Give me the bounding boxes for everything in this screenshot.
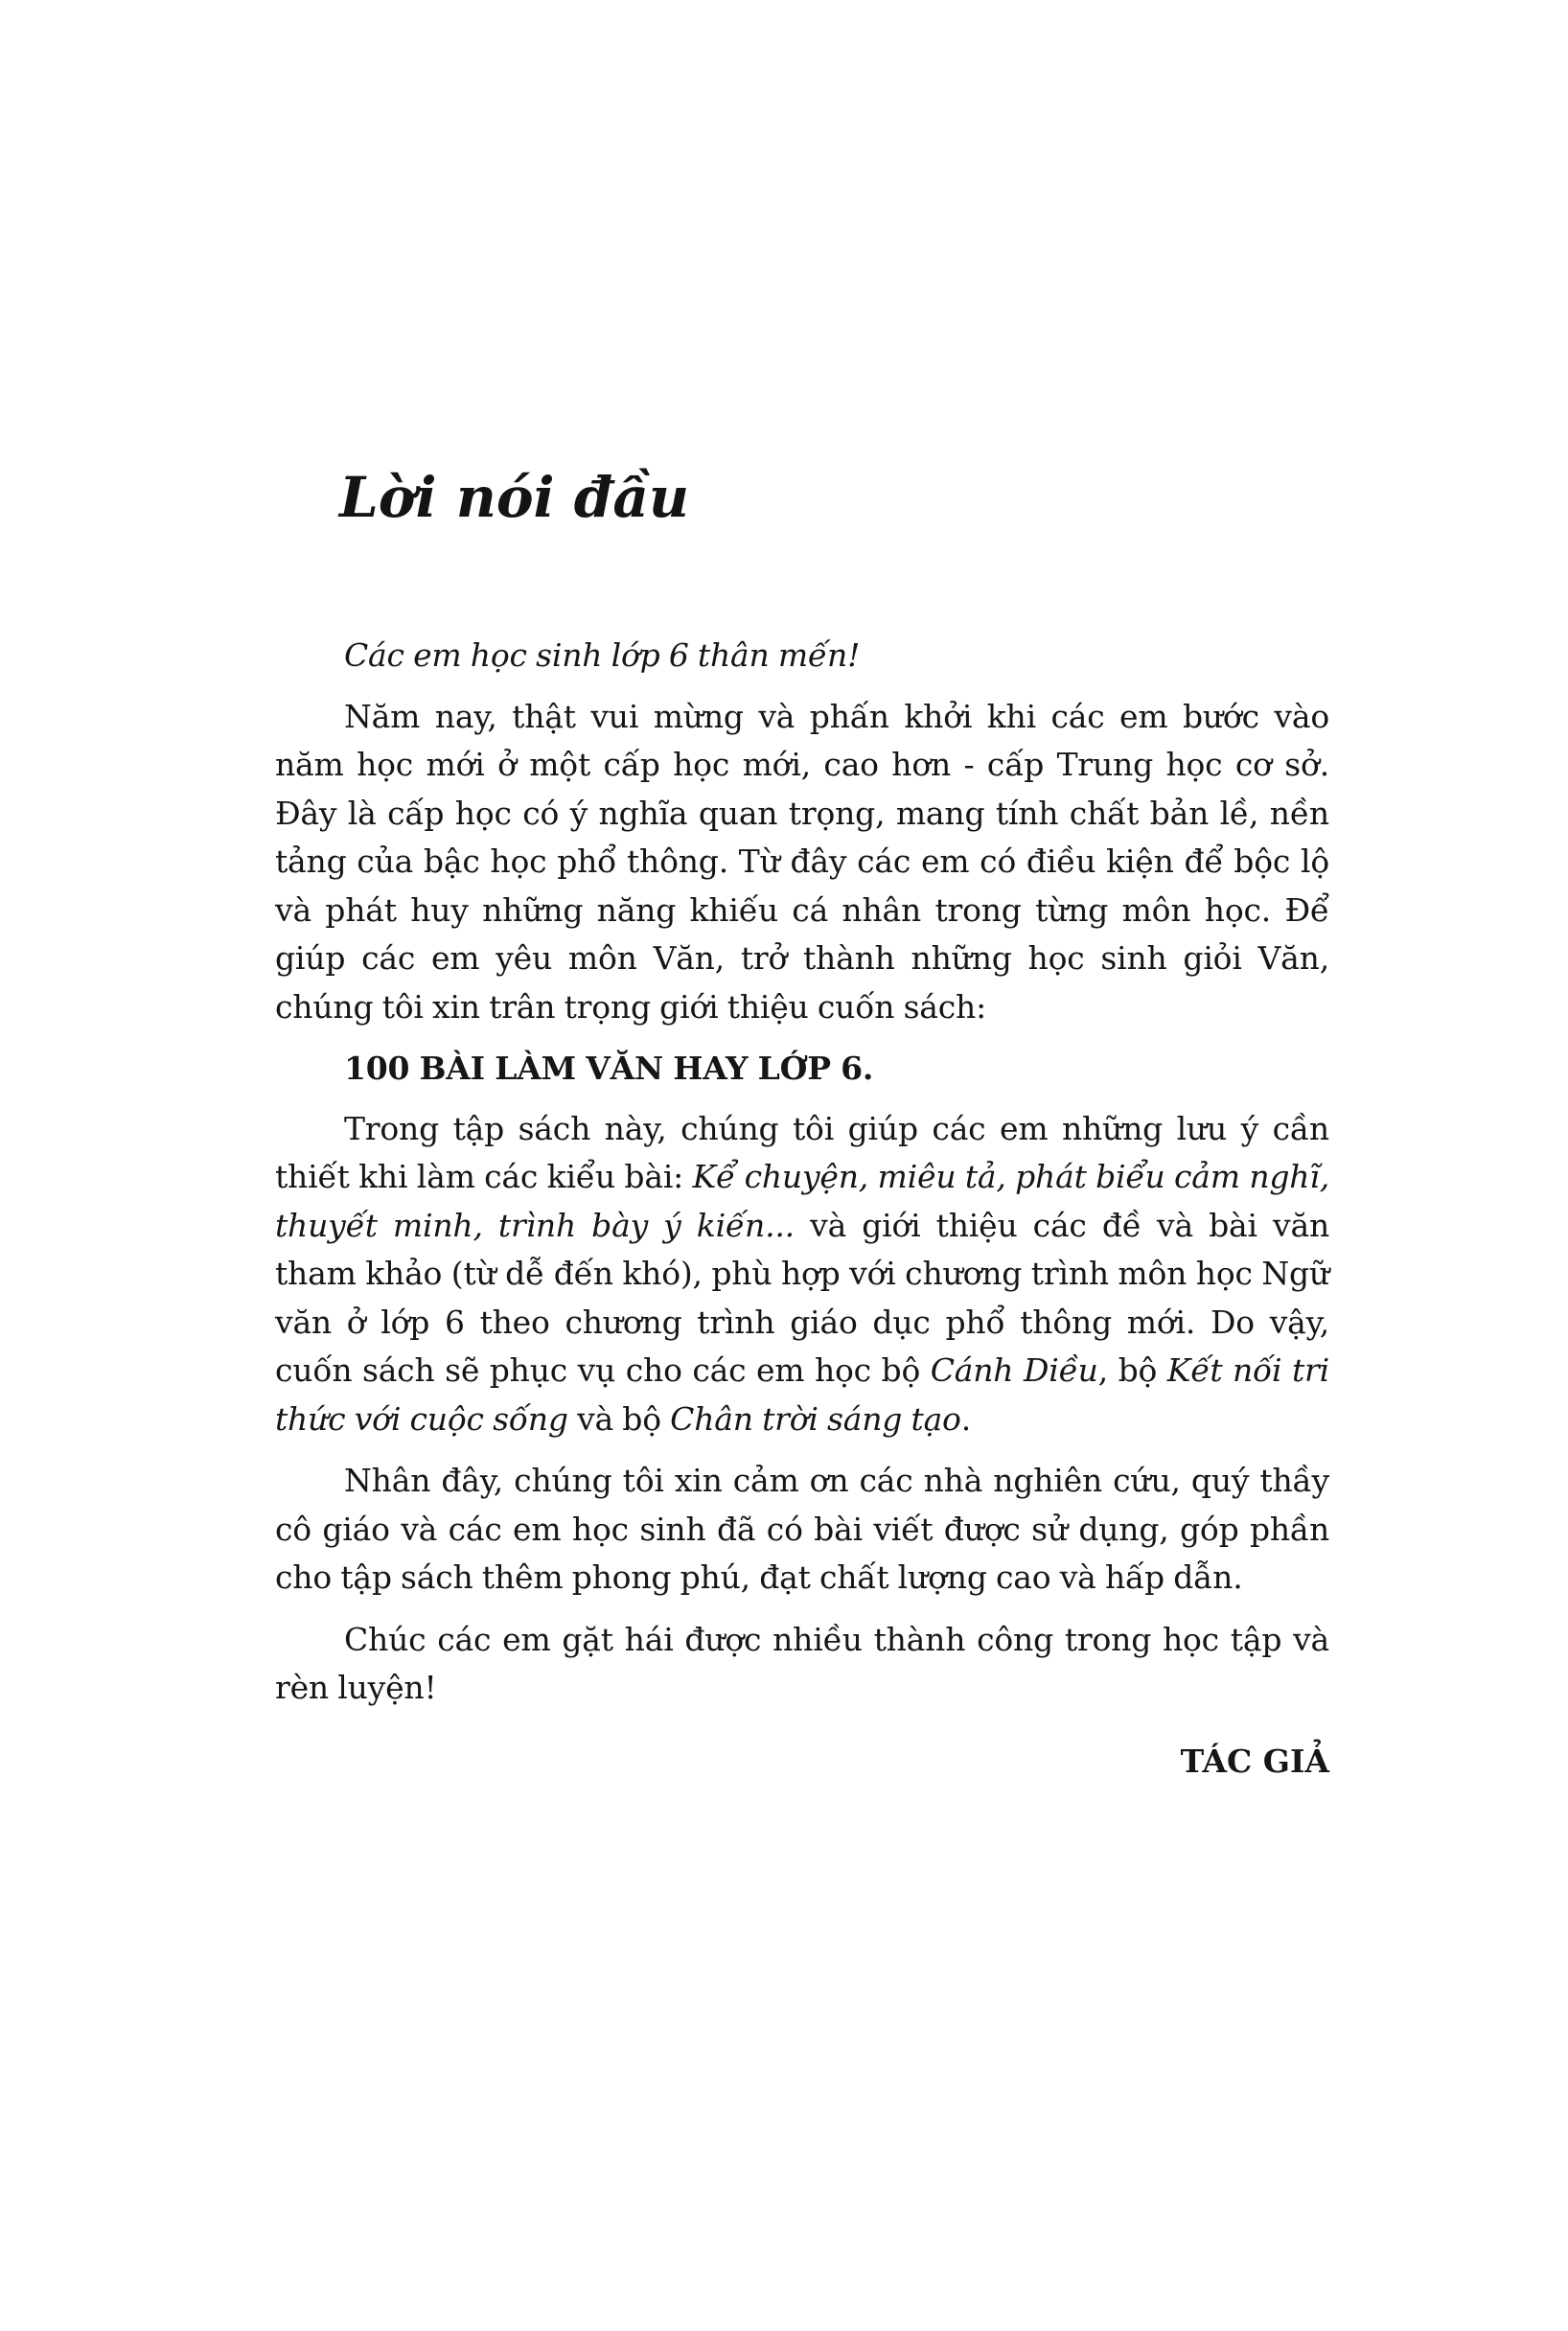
textbook-series-chan-troi: Chân trời sáng tạo	[670, 1399, 961, 1438]
author-signature: TÁC GIẢ	[1180, 1742, 1329, 1780]
thanks-paragraph: Nhân đây, chúng tôi xin cảm ơn các nhà nghiên cứu, quý thầy cô giáo và các em học sinh đã có bài viết được sử dụng, góp phần cho tập sách thêm phong phú, đạt chất lượng cao và hấp dẫn.	[275, 1462, 1329, 1596]
textbook-series-canh-dieu: Cánh Diều	[930, 1351, 1098, 1389]
content-text-4: và bộ	[567, 1399, 671, 1438]
content-text-2: và giới thiệu các đề và bài văn tham khảo (từ dễ đến khó), phù hợp với chương trình môn học Ngữ văn ở lớp 6 theo chương trình giáo dục phổ thông mới. Do vậy, cuốn sách sẽ phục vụ cho các em học bộ	[275, 1206, 1329, 1389]
page-title: Lời nói đầu	[339, 465, 690, 530]
textbook-series-ket-noi: Kết nối tri thức với cuộc sống	[275, 1351, 1329, 1438]
content-text-5: .	[960, 1399, 972, 1438]
preface-body	[275, 632, 1329, 1786]
wishes-paragraph: Chúc các em gặt hái được nhiều thành công trong học tập và rèn luyện!	[275, 1620, 1329, 1706]
greeting: Các em học sinh lớp 6 thân mến!	[344, 636, 861, 674]
essay-genres: Kể chuyện, miêu tả, phát biểu cảm nghĩ, thuyết minh, trình bày ý kiến...	[275, 1158, 1329, 1244]
intro-paragraph: Năm nay, thật vui mừng và phấn khởi khi các em bước vào năm học mới ở một cấp học mới, cao hơn - cấp Trung học cơ sở. Đây là cấp học có ý nghĩa quan trọng, mang tính chất bản lề, nền tảng của bậc học phổ thông. Từ đây các em có điều kiện để bộc lộ và phát huy những năng khiếu cá nhân trong từng môn học. Để giúp các em yêu môn Văn, trở thành những học sinh giỏi Văn, chúng tôi xin trân trọng giới thiệu cuốn sách:	[275, 697, 1329, 1026]
content-text-3: , bộ	[1097, 1351, 1167, 1389]
content-paragraph	[275, 1105, 1329, 1444]
book-title: 100 BÀI LÀM VĂN HAY LỚP 6.	[344, 1050, 874, 1087]
content-text-1: Trong tập sách này, chúng tôi giúp các em những lưu ý cần thiết khi làm các kiểu bài:	[275, 1109, 1329, 1195]
